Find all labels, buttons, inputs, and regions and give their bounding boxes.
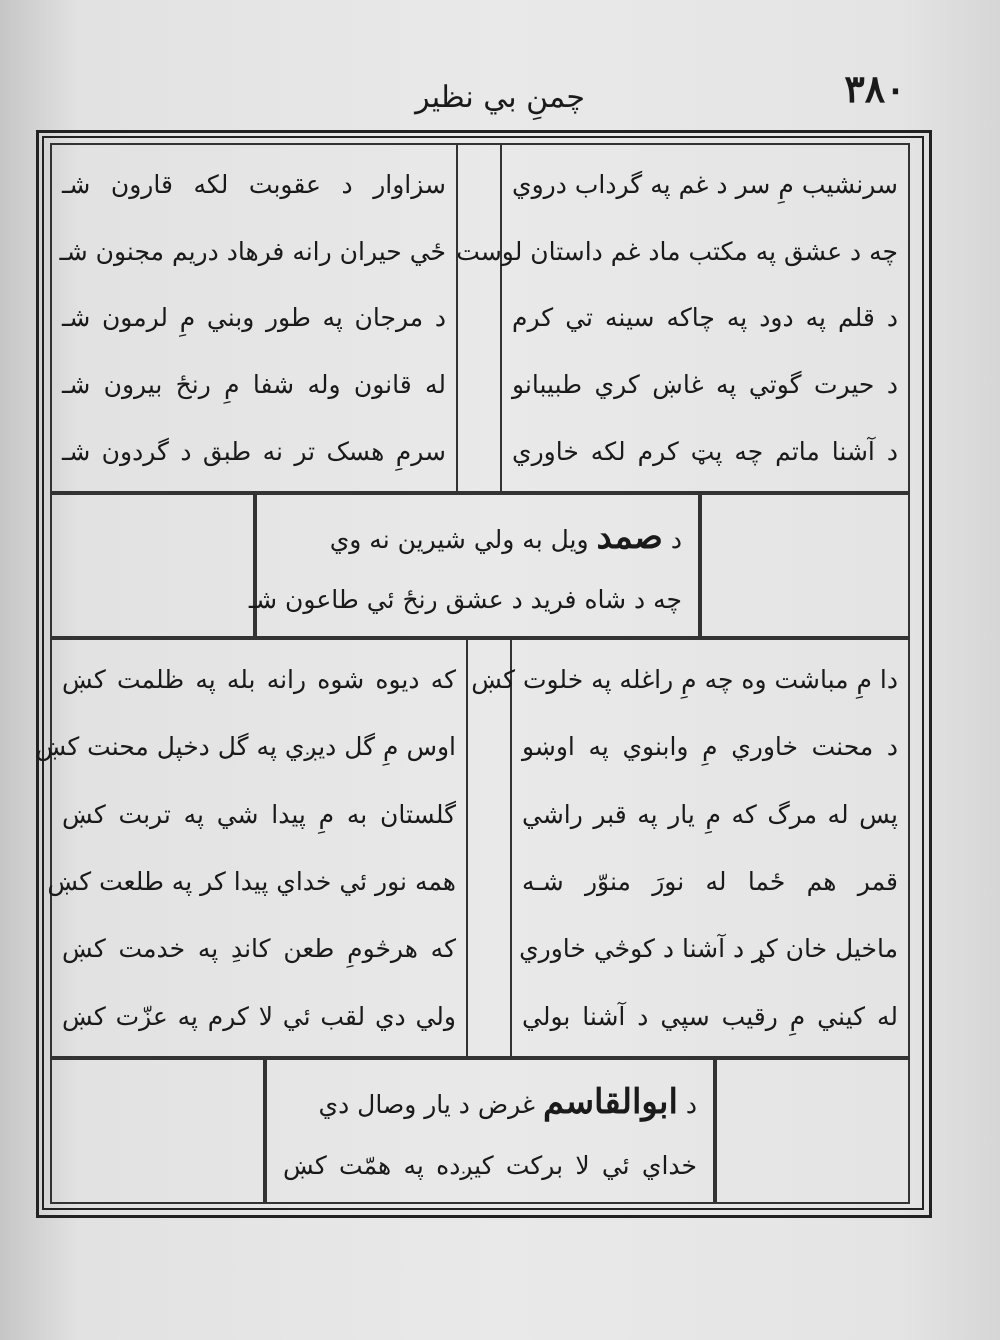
- verse-line: ولي دي لقب ئي لا کرم په عزّت کښ: [62, 1001, 456, 1031]
- column-gutter: [458, 143, 500, 493]
- verse-column-left-1: [50, 143, 458, 493]
- verse-line: د آشنا ماتم چه پټ کرم لکه خاوري: [512, 436, 898, 466]
- poet-prefix: د: [685, 1090, 697, 1120]
- verse-line: سزاوار د عقوبت لکه قارون شـ: [62, 169, 446, 199]
- poet-name: صمد: [596, 516, 663, 557]
- verse-line: له قانون وله شفا مِ رنځ بيرون شـ: [62, 370, 446, 400]
- verse-line-with-poet: [283, 1081, 697, 1124]
- verse-line: سرنشيب مِ سر د غم په گرداب دروي: [512, 169, 898, 199]
- verse-line: قمر هم ځما له نورَ منوّر شـه: [522, 867, 898, 897]
- verse-line: د مرجان په طور وبني مِ لرمون شـ: [62, 303, 446, 333]
- verse-line: پس له مرگ که مِ يار په قبر راشي: [522, 799, 898, 829]
- verse-line: که هرڅومِ طعن کاندِ په خدمت کښ: [62, 934, 456, 964]
- side-panel-left: [50, 1058, 265, 1204]
- side-panel-right: [715, 1058, 910, 1204]
- verse-line: چه د عشق په مکتب ماد غم داستان لوست: [456, 236, 898, 266]
- verse-line: دا مِ مباشت وه چه مِ راغله په خلوت کښ: [471, 665, 898, 695]
- couplet-box-2: [265, 1058, 715, 1204]
- verse-line: سرمِ هسک تر نه طبق د گردون شـ: [62, 436, 446, 466]
- poet-prefix: د: [670, 524, 682, 554]
- verse-column-right-2: [471, 638, 910, 1058]
- verse-line: همه نور ئي خداي پيدا کر په طلعت کښ: [47, 867, 456, 897]
- side-panel-left: [50, 493, 255, 638]
- verse-line: له کيني مِ رقيب سپي د آشنا بولي: [522, 1001, 898, 1031]
- verse-line: گلستان به مِ پيدا شي په تربت کښ: [62, 799, 456, 829]
- verse-line: چه د شاه فريد د عشق رنځ ئي طاعون شـ: [248, 584, 682, 614]
- verse-text: غرض د يار وصال دي: [318, 1090, 535, 1120]
- poet-name: ابوالقاسم: [542, 1082, 678, 1123]
- verse-line: خداي ئي لا برکت کيږده په همّت کښ: [283, 1150, 697, 1180]
- verse-line: ځي حيران رانه فرهاد دريم مجنون شـ: [59, 236, 446, 266]
- verse-column-right-1: [456, 143, 910, 493]
- running-head: چمنِ بي نظير: [415, 80, 585, 115]
- verse-line: د حيرت گوتي په غاښ کري طبيبانو: [512, 370, 898, 400]
- couplet-box-1: [248, 493, 700, 638]
- verse-line: د قلم په دود په چاکه سينه تي کرم: [512, 303, 898, 333]
- column-gutter: [468, 638, 510, 1058]
- verse-line: که ديوه شوه رانه بله په ظلمت کښ: [62, 665, 456, 695]
- page-number: ۳۸۰: [844, 66, 906, 111]
- side-panel-right: [700, 493, 910, 638]
- verse-text: ويل به ولي شيرين نه وي: [329, 524, 589, 554]
- verse-column-left-2: [35, 638, 468, 1058]
- verse-line: د محنت خاوري مِ وابنوي په اوښو: [522, 732, 898, 762]
- verse-line: ماخيل خان کړ د آشنا د کوڅي خاوري: [519, 934, 898, 964]
- verse-line-with-poet: [273, 516, 682, 559]
- verse-line: اوس مِ گل ديږي په گل دخپل محنت کښ: [35, 732, 456, 762]
